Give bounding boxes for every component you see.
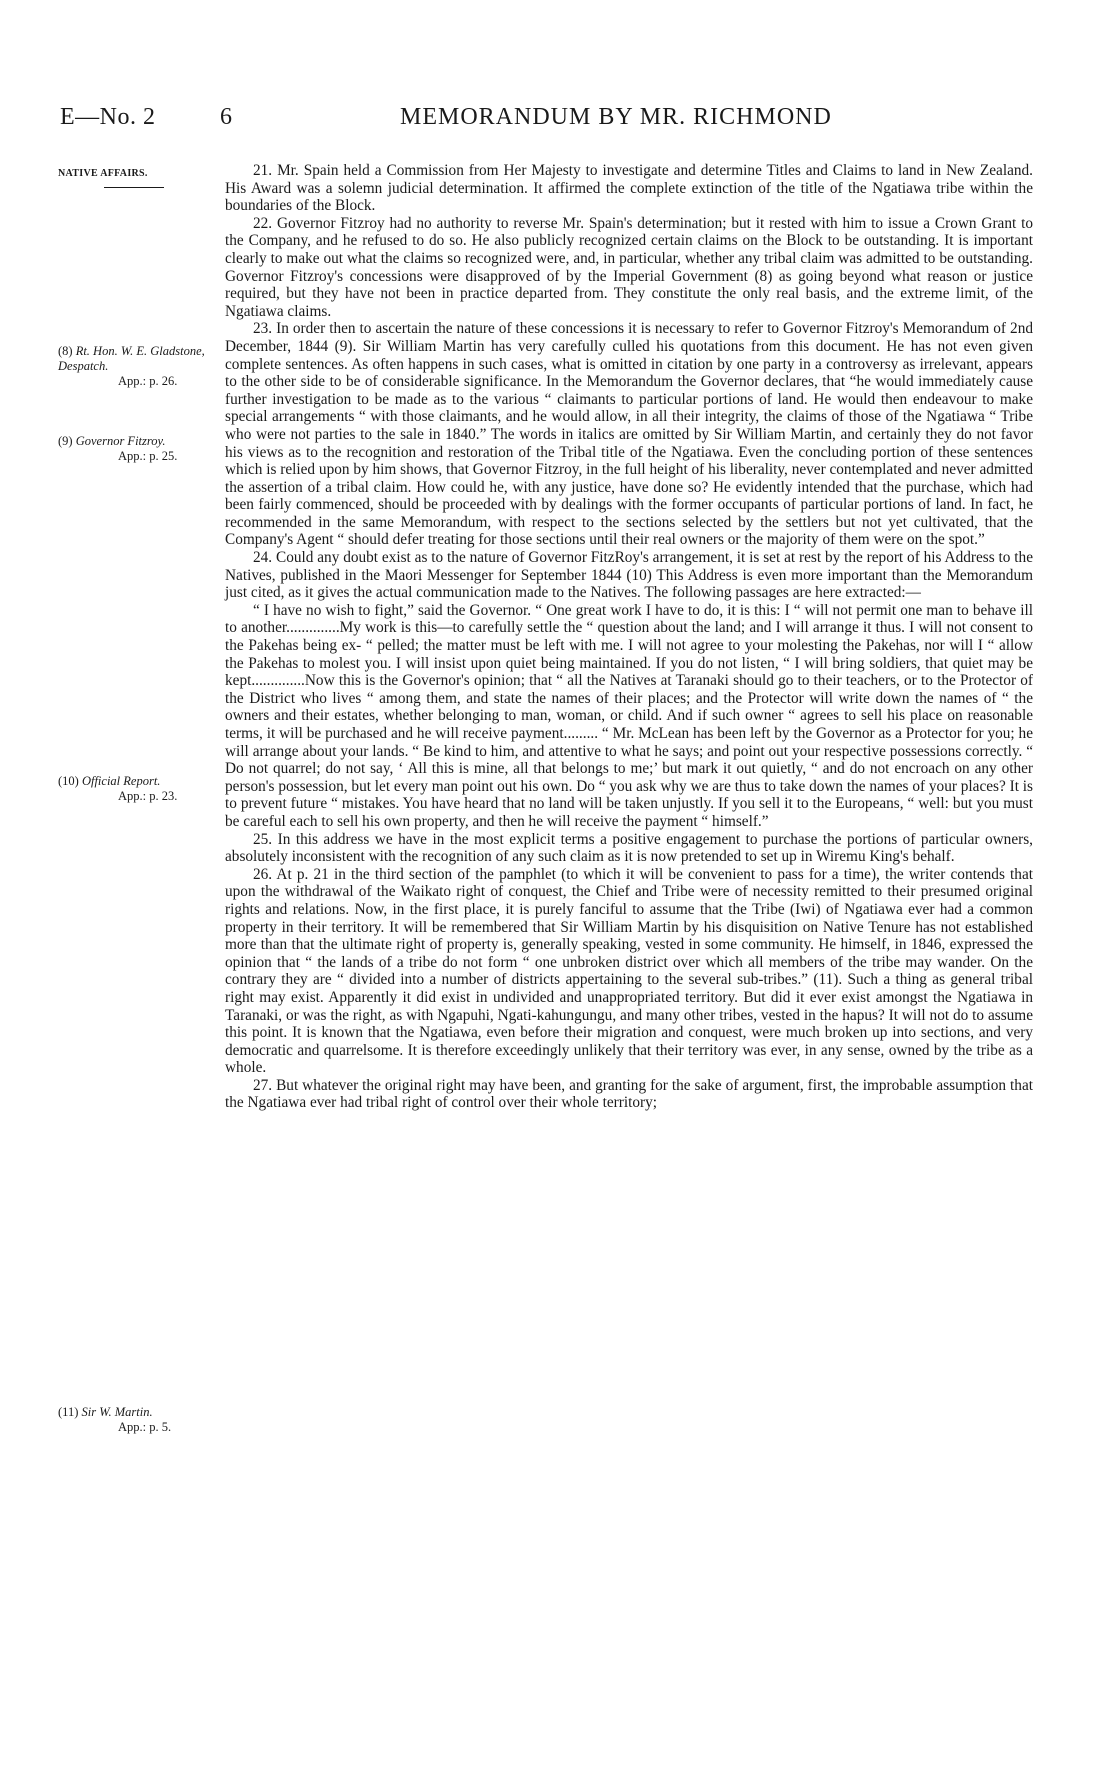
margin-note-app: App.: p. 26. [118,374,178,388]
margin-note-ref: (8) [58,344,73,358]
section-tag-rule [104,187,164,188]
paragraph-21: 21. Mr. Spain held a Commission from Her Majesty to investigate and determine Titles and Claims to land in New Zealand. His Award was a solemn judicial determination. It affirmed the complete extinction of the title of the Ngatiawa tribe within the boundaries of the Block. [225,162,1033,215]
margin-note-text: Sir W. Martin. [81,1405,153,1419]
memorandum-body [225,162,1033,1112]
margin-note-8 [58,344,218,389]
margin-note-text: Governor Fitzroy. [75,434,166,448]
paragraph-27: 27. But whatever the original right may have been, and granting for the sake of argument, first, the improbable assumption that the Ngatiawa ever had tribal right of control over their whole territory; [225,1076,1033,1112]
margin-note-10 [58,774,218,804]
margin-note-text: Rt. Hon. W. E. Gladstone, Despatch. [58,344,205,373]
paragraph-23: 23. In order then to ascertain the nature of these concessions it is necessary to refer to Governor Fitzroy's Memorandum of 2nd December, 1844 (9). Sir William Martin has very carefully culled his quotations from this document. He has not even given complete sentences. As often happens in such cases, what is omitted in citation by one party in a controversy as irrelevant, appears to the other side to be of considerable significance. In the Memorandum the Governor declares, that “he would immediately cause further investigation to be made as to the various “ claimants to particular portions of land. He would then endeavour to make special arrangements “ with those claimants, and he would allow, in all their integrity, the claims of those of the Ngatiawa “ Tribe who were not parties to the sale in 1840.” The words in italics are omitted by Sir William Martin, and certainly they do not favor his views as to the recognition and restoration of the Tribal title of the Ngatiawa. Even the concluding portion of these sentences which is relied upon by him shows, that Governor Fitzroy, in the full height of his liberality, never contemplated and never admitted the assertion of a tribal claim. How could he, with any justice, have done so? He evidently intended that the purchase, which had been fairly commenced, should be proceeded with by dealings with the former occupants of particular portions of land. In fact, he recommended in the same Memorandum, with respect to the sections selected by the settlers but not yet cultivated, that the Company's Agent “ should defer treating for those sections until their real owners or the majority of them were on the spot.” [225,320,1033,549]
margin-section-tag [58,166,218,188]
margin-note-app: App.: p. 23. [118,789,178,803]
margin-note-app: App.: p. 25. [118,449,178,463]
margin-note-9 [58,434,218,464]
margin-note-ref: (9) [58,434,73,448]
paragraph-22: 22. Governor Fitzroy had no authority to reverse Mr. Spain's determination; but it rested with him to issue a Crown Grant to the Company, and he refused to do so. He also publicly recognized certain claims on the Block to be outstanding. It is important clearly to make out what the claims so recognized were, and, in particular, whether any tribal claim was admitted to be outstanding. Governor Fitzroy's concessions were disapproved of by the Imperial Government (8) as going beyond what reason or justice required, but they have not been in practice departed from. They constitute the only real basis, and the extreme limit, of the Ngatiawa claims. [225,214,1033,320]
section-tag: NATIVE AFFAIRS. [58,168,148,179]
margin-note-11 [58,1405,218,1435]
page-title: MEMORANDUM BY MR. RICHMOND [400,104,832,130]
paragraph-24: 24. Could any doubt exist as to the nature of Governor FitzRoy's arrangement, it is set at rest by the report of his Address to the Natives, published in the Maori Messenger for September 1844 (10) This Address is even more important than the Memorandum just cited, as it gives the actual communication made to the Natives. The following passages are here extracted:— [225,549,1033,602]
document-reference: E—No. 2 [60,104,156,130]
governor-address-quote: “ I have no wish to fight,” said the Governor. “ One great work I have to do, it is this: I “ will not permit one man to behave ill to another..............My work is this—to carefully settle the “ question about the land; and I will arrange it thus. I will not consent to the Pakehas being ex- “ pelled; the matter must be left with me. I will not agree to your molesting the Pakehas, nor will I “ allow the Pakehas to molest you. I will insist upon quiet being maintained. If you do not listen, “ I will bring soldiers, that quiet may be kept..............Now this is the Governor's opinion; that “ all the Natives at Taranaki should go to their teachers, or to the Protector of the District who lives “ among them, and state the names of their places; and the Protector will write down the names of “ the owners and their estates, whether belonging to man, woman, or child. And if such owner “ agrees to sell his place on reasonable terms, it will be purchased and he will receive payment......... “ Mr. McLean has been left by the Governor as a Protector for you; he will arrange about your lands. “ Be kind to him, and attentive to what he says; and point out your respective possessions correctly. “ Do not quarrel; do not say, ‘ All this is mine, all that belongs to me;’ but mark it out quietly, “ and do not encroach on any other person's possession, but let every man point out his own. Do “ you ask why we are thus to take down the names of your places? It is to prevent future “ mistakes. You have heard that no land will be taken unjustly. If you sell it to the Europeans, “ well: but you must be careful each to sell his own property, and then he will receive the payment “ himself.” [225,601,1033,830]
margin-note-ref: (11) [58,1405,79,1419]
margin-note-ref: (10) [58,774,79,788]
margin-note-text: Official Report. [81,774,161,788]
page-number: 6 [220,104,232,130]
page-header [60,104,1050,140]
paragraph-26: 26. At p. 21 in the third section of the pamphlet (to which it will be convenient to pass for a time), the writer contends that upon the withdrawal of the Waikato right of conquest, the Chief and Tribe were of necessity remitted to their presumed original rights and relations. Now, in the first place, it is purely fanciful to assume that the Tribe (Iwi) of Ngatiawa ever had a common property in their territory. It will be remembered that Sir William Martin by his disquisition on Native Tenure has not established more than that the ultimate right of property is, generally speaking, vested in some community. He himself, in 1846, expressed the opinion that “ the lands of a tribe do not form “ one unbroken district over which all members of the tribe may wander. On the contrary they are “ divided into a number of districts appertaining to the several sub-tribes.” (11). Such a thing as general tribal right may exist. Apparently it did exist in undivided and unappropriated territory. But did it ever exist amongst the Ngatiawa in Taranaki, or was the right, as with Ngapuhi, Ngati-kahungungu, and many other tribes, vested in the hapus? It will not do to assume this point. It is known that the Ngatiawa, even before their migration and conquest, were much broken up into sections, and very democratic and quarrelsome. It is therefore exceedingly unlikely that their territory was ever, in any sense, owned by the tribe as a whole. [225,865,1033,1077]
paragraph-25: 25. In this address we have in the most explicit terms a positive engagement to purchase the portions of particular owners, absolutely inconsistent with the recognition of any such claim as it is now pretended to set up in Wiremu King's behalf. [225,830,1033,866]
margin-note-app: App.: p. 5. [118,1420,172,1434]
